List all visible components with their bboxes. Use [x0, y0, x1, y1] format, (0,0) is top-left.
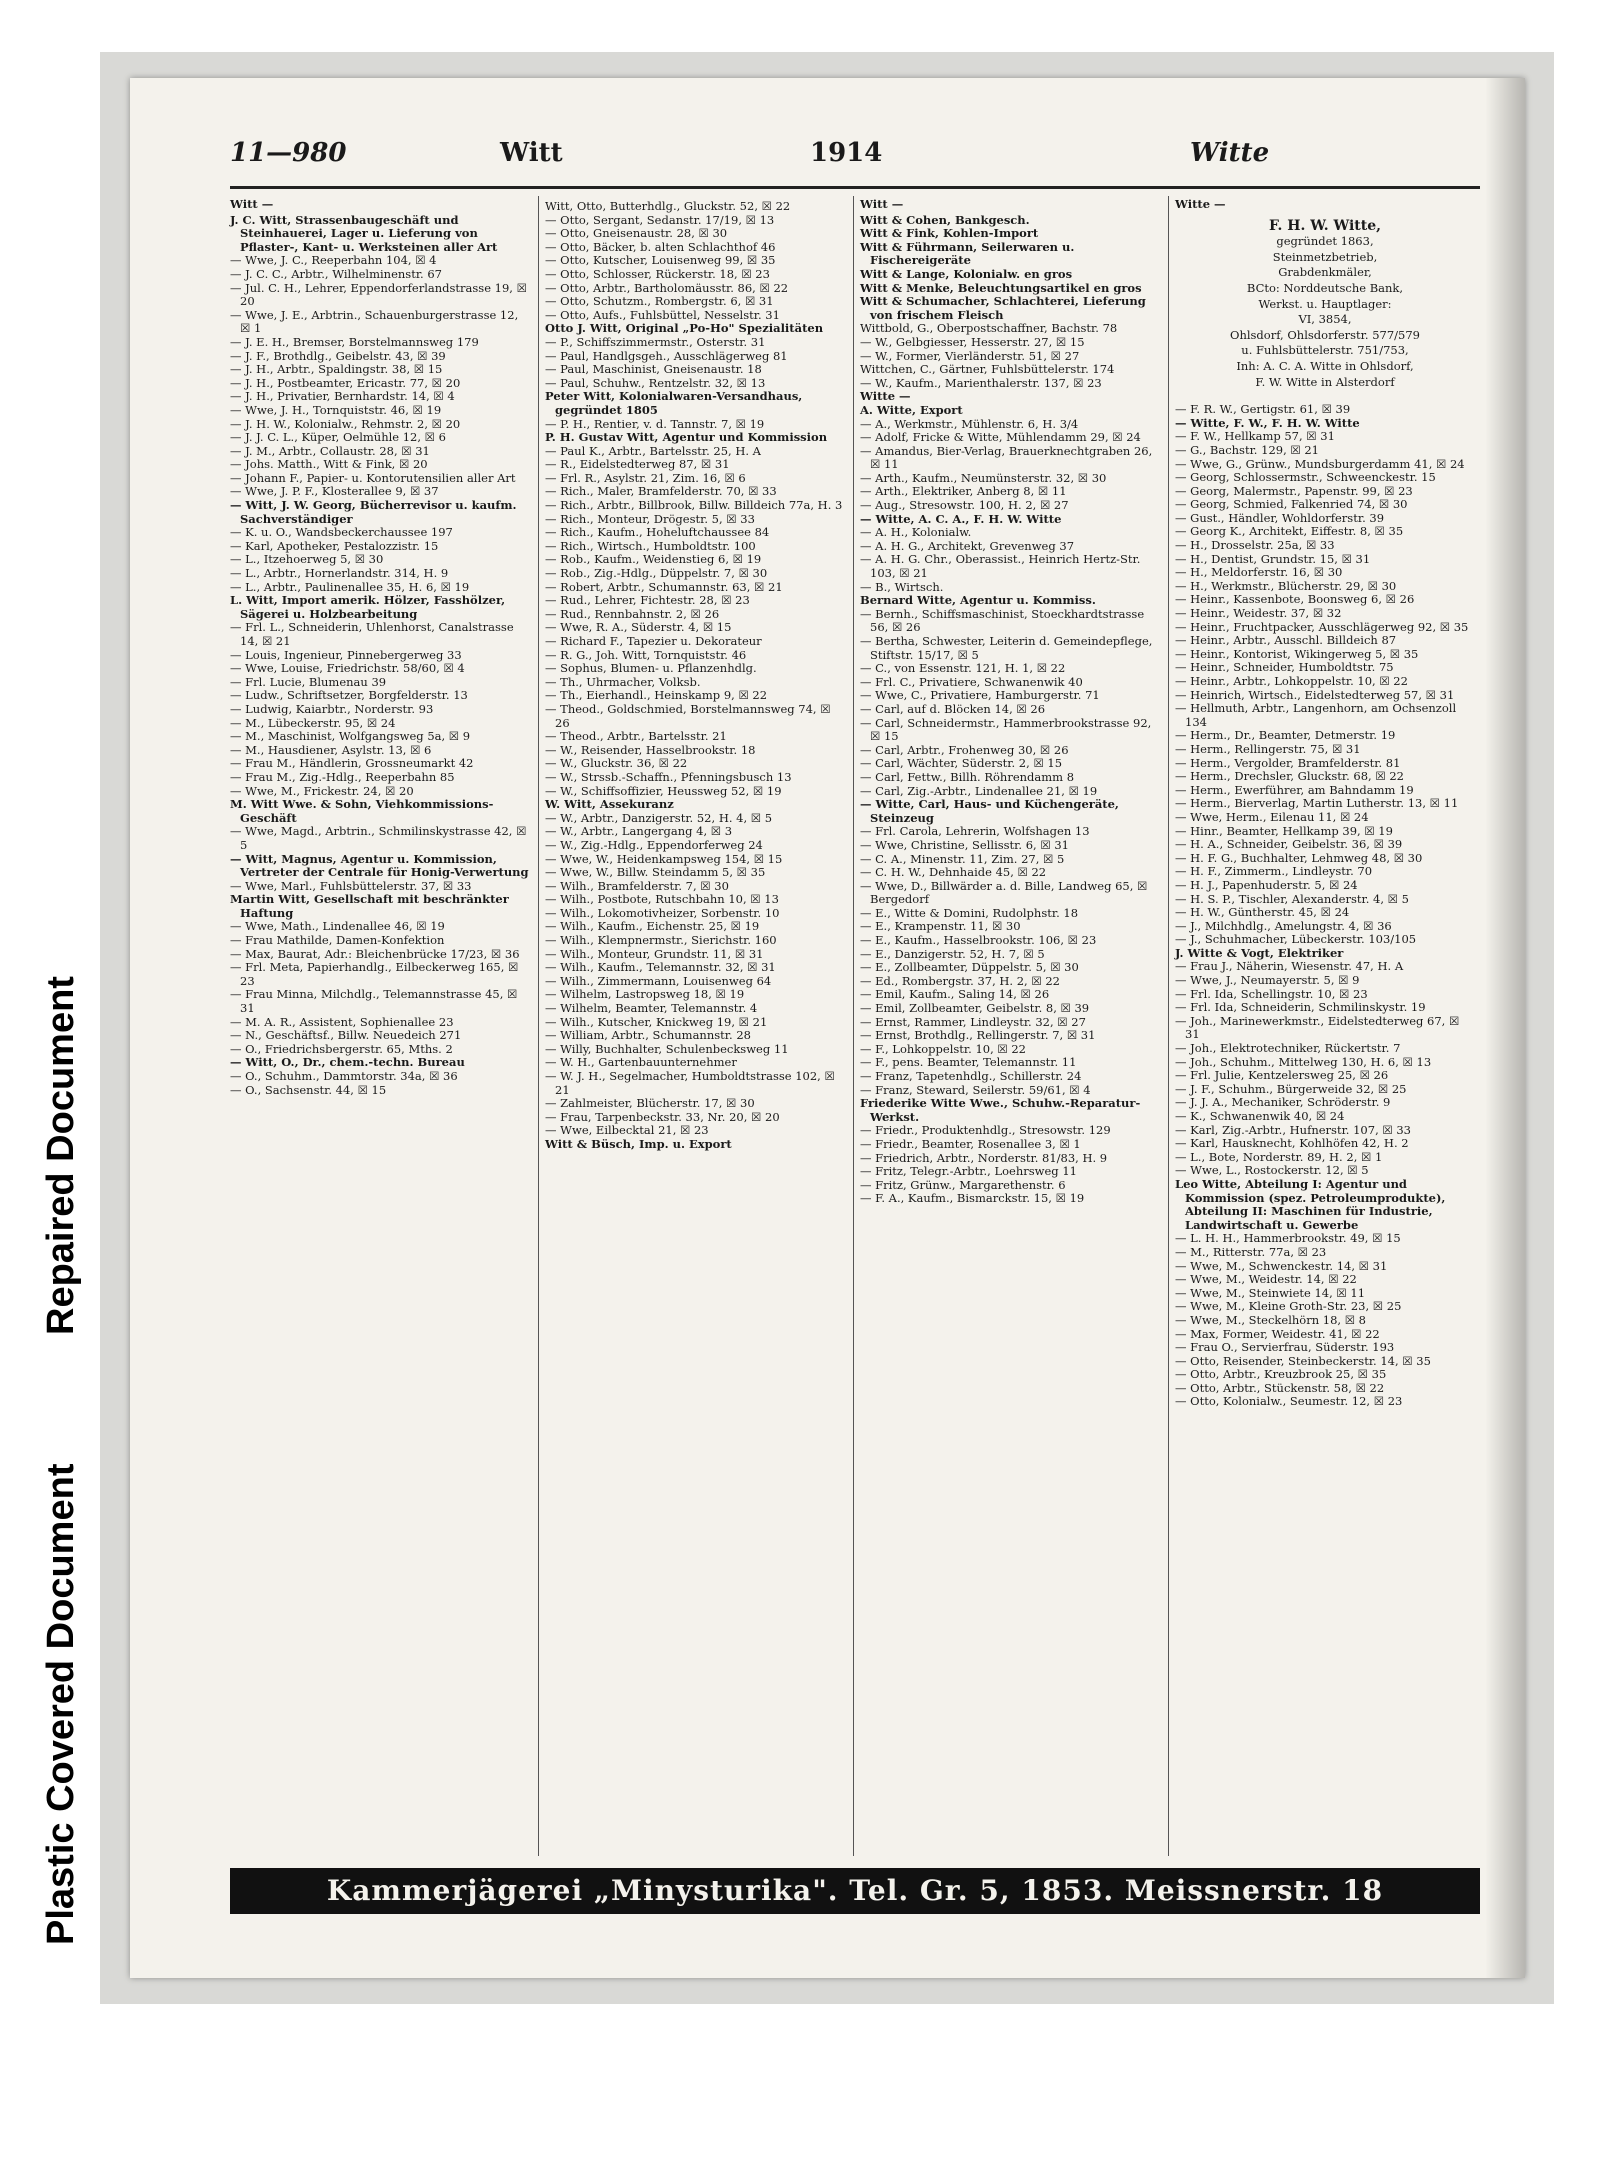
directory-entry: — J. C. C., Arbtr., Wilhelminenstr. 67	[230, 266, 442, 281]
directory-entry: — W., Gluckstr. 36, ☒ 22	[545, 756, 688, 771]
directory-entry: — E., Witte & Domini, Rudolphstr. 18	[860, 905, 1079, 920]
directory-entry: — Rud., Lehrer, Fichtestr. 28, ☒ 23	[545, 593, 750, 608]
directory-entry: — Frl. C., Privatiere, Schwanenwik 40	[860, 674, 1083, 689]
year-heading: 1914	[810, 138, 883, 168]
directory-entry: — E., Kaufm., Hasselbrookstr. 106, ☒ 23	[860, 933, 1097, 948]
directory-entry: — Wwe, C., Privatiere, Hamburgerstr. 71	[860, 688, 1100, 703]
directory-entry: Witt & Führmann, Seilerwaren u. Fischereigeräte	[860, 239, 1075, 268]
directory-entry: — Karl, Zig.-Arbtr., Hufnerstr. 107, ☒ 33	[1175, 1122, 1411, 1137]
directory-entry: — F., pens. Beamter, Telemannstr. 11	[860, 1055, 1077, 1070]
directory-entry: Peter Witt, Kolonialwaren-Versandhaus, gegründet 1805	[545, 389, 803, 417]
directory-entry: — Aug., Stresowstr. 100, H. 2, ☒ 27	[860, 498, 1069, 513]
directory-entry: — Arth., Kaufm., Neumünsterstr. 32, ☒ 30	[860, 470, 1107, 485]
directory-entry: — C., von Essenstr. 121, H. 1, ☒ 22	[860, 661, 1066, 676]
directory-entry: Wittchen, C., Gärtner, Fuhlsbüttelerstr. 174	[860, 362, 1115, 377]
directory-entry: — H. A., Schneider, Geibelstr. 36, ☒ 39	[1175, 837, 1403, 852]
directory-entry: — O., Sachsenstr. 44, ☒ 15	[230, 1082, 387, 1097]
directory-entry: — C. H. W., Dehnhaide 45, ☒ 22	[860, 865, 1047, 880]
directory-entry: J. C. Witt, Strassenbaugeschäft und Steinhauerei, Lager u. Lieferung von Pflaster-, Kant- u. Werksteinen aller Art	[230, 212, 498, 254]
directory-entry: — H., Werkmstr., Blücherstr. 29, ☒ 30	[1175, 578, 1397, 593]
directory-entry: — Arth., Elektriker, Anberg 8, ☒ 11	[860, 484, 1067, 499]
directory-entry: L. Witt, Import amerik. Hölzer, Fasshölzer, Sägerei u. Holzbearbeitung	[230, 593, 506, 621]
directory-entry: — Witte, Carl, Haus- und Küchengeräte, Steinzeug	[860, 797, 1119, 825]
column-divider	[1168, 196, 1169, 1856]
directory-entry: — Fritz, Telegr.-Arbtr., Loehrsweg 11	[860, 1164, 1077, 1179]
directory-entry: — J., Milchhdlg., Amelungstr. 4, ☒ 36	[1175, 918, 1392, 933]
directory-entry: — Otto, Arbtr., Bartholomäusstr. 86, ☒ 22	[545, 280, 789, 295]
directory-entry: — Carl, Zig.-Arbtr., Lindenallee 21, ☒ 19	[860, 783, 1098, 798]
directory-entry: — Rich., Arbtr., Billbrook, Billw. Billdeich 77a, H. 3	[545, 498, 843, 513]
directory-entry: — Carl, Fettw., Billh. Röhrendamm 8	[860, 769, 1075, 784]
directory-entry: — Heinr., Kontorist, Wikingerweg 5, ☒ 35	[1175, 646, 1419, 661]
entry-list	[860, 214, 1160, 1206]
directory-entry: — Ludw., Schriftsetzer, Borgfelderstr. 13	[230, 688, 468, 703]
column-running-head: Witt —	[230, 197, 274, 211]
directory-entry: — M. A. R., Assistent, Sophienallee 23	[230, 1014, 454, 1029]
directory-entry: — Joh., Schuhm., Mittelweg 130, H. 6, ☒ 13	[1175, 1054, 1432, 1069]
directory-entry: — Wwe, M., Schwenckestr. 14, ☒ 31	[1175, 1258, 1388, 1273]
directory-entry: — Zahlmeister, Blücherstr. 17, ☒ 30	[545, 1096, 755, 1111]
column-running-head: Witte —	[1175, 197, 1226, 211]
directory-entry: — O., Friedrichsbergerstr. 65, Mths. 2	[230, 1041, 453, 1056]
directory-entry: — Karl, Apotheker, Pestalozzistr. 15	[230, 538, 439, 553]
directory-entry: — Frau M., Zig.-Hdlg., Reeperbahn 85	[230, 769, 455, 784]
directory-entry: — Witte, A. C. A., F. H. W. Witte	[860, 511, 1062, 526]
directory-entry: Wittbold, G., Oberpostschaffner, Bachstr. 78	[860, 321, 1118, 336]
directory-entry: — E., Zollbeamter, Düppelstr. 5, ☒ 30	[860, 960, 1079, 975]
directory-entry: — Gust., Händler, Wohldorferstr. 39	[1175, 510, 1385, 525]
directory-entry: — Rich., Wirtsch., Humboldtstr. 100	[545, 538, 756, 553]
witte-company-name: F. H. W. Witte,	[1268, 217, 1382, 234]
directory-entry: — Otto, Sergant, Sedanstr. 17/19, ☒ 13	[545, 212, 775, 227]
directory-entry: — Wwe, J. E., Arbtrin., Schauenburgerstrasse 12, ☒ 1	[230, 307, 519, 336]
directory-page	[130, 78, 1525, 1978]
directory-entry: Witt & Cohen, Bankgesch.	[860, 212, 1030, 227]
column-divider	[853, 196, 854, 1856]
directory-entry: — Heinr., Fruchtpacker, Ausschlägerweg 92, ☒ 35	[1175, 619, 1469, 634]
directory-entry: P. H. Gustav Witt, Agentur und Kommission	[545, 430, 828, 445]
page-number: 11—980	[230, 138, 347, 168]
directory-entry: — L., Bote, Norderstr. 89, H. 2, ☒ 1	[1175, 1149, 1383, 1164]
directory-entry: — Wilhelm, Beamter, Telemannstr. 4	[545, 1001, 758, 1016]
directory-entry: Witt & Büsch, Imp. u. Export	[545, 1136, 732, 1151]
directory-entry: — Rud., Rennbahnstr. 2, ☒ 26	[545, 606, 720, 621]
directory-entry: — Frl. Ida, Schneiderin, Schmilinskystr. 19	[1175, 1000, 1426, 1015]
directory-entry: — Wwe, Magd., Arbtrin., Schmilinskystrasse 42, ☒ 5	[230, 824, 527, 852]
directory-entry: — Wwe, W., Billw. Steindamm 5, ☒ 35	[545, 865, 766, 880]
directory-entry: — Jul. C. H., Lehrer, Eppendorferlandstrasse 19, ☒ 20	[230, 280, 527, 309]
company-detail: Inh: A. C. A. Witte in Ohlsdorf,	[1236, 358, 1414, 373]
directory-entry: — W. H., Gartenbauunternehmer	[545, 1055, 737, 1070]
running-head-right: Witte	[1190, 138, 1270, 168]
directory-entry: — Frau, Tarpenbeckstr. 33, Nr. 20, ☒ 20	[545, 1109, 780, 1124]
directory-entry: — Joh., Marinewerkmstr., Eidelstedterweg 67, ☒ 31	[1175, 1013, 1460, 1042]
directory-entry: — Frl. R., Asylstr. 21, Zim. 16, ☒ 6	[545, 470, 746, 485]
directory-entry: — Karl, Hausknecht, Kohlhöfen 42, H. 2	[1175, 1136, 1409, 1151]
directory-entry: — P., Schiffszimmermstr., Osterstr. 31	[545, 334, 766, 349]
directory-entry: — Otto, Schutzm., Rombergstr. 6, ☒ 31	[545, 294, 774, 309]
directory-entry: — J. H., Postbeamter, Ericastr. 77, ☒ 20	[230, 375, 461, 390]
directory-entry: — Joh., Elektrotechniker, Rückertstr. 7	[1175, 1041, 1401, 1056]
running-head-left: Witt	[500, 138, 563, 168]
directory-entry: Bernard Witte, Agentur u. Kommiss.	[860, 593, 1096, 608]
directory-entry: — Wwe, L., Rostockerstr. 12, ☒ 5	[1175, 1163, 1369, 1178]
directory-entry: — J. E. H., Bremser, Borstelmannsweg 179	[230, 334, 479, 349]
column-3	[860, 198, 1160, 1206]
directory-entry: — H. F., Zimmerm., Lindleystr. 70	[1175, 864, 1373, 879]
directory-entry: — W., Former, Vierländerstr. 51, ☒ 27	[860, 348, 1080, 363]
directory-entry: — Wilh., Kaufm., Telemannstr. 32, ☒ 31	[545, 960, 776, 975]
directory-entry: — Johs. Matth., Witt & Fink, ☒ 20	[230, 457, 428, 472]
directory-entry: Witt & Schumacher, Schlachterei, Lieferung von frischem Fleisch	[860, 294, 1146, 322]
directory-entry: — Wwe, M., Weidestr. 14, ☒ 22	[1175, 1272, 1357, 1287]
directory-entry: — F. W., Hellkamp 57, ☒ 31	[1175, 429, 1335, 444]
directory-entry: — Ernst, Rammer, Lindleystr. 32, ☒ 27	[860, 1014, 1086, 1029]
directory-entry: — R., Eidelstedterweg 87, ☒ 31	[545, 457, 730, 472]
directory-entry: — L. H. H., Hammerbrookstr. 49, ☒ 15	[1175, 1231, 1401, 1246]
directory-entry: — Frl. Ida, Schellingstr. 10, ☒ 23	[1175, 986, 1368, 1001]
directory-entry: — F. A., Kaufm., Bismarckstr. 15, ☒ 19	[860, 1191, 1085, 1206]
directory-entry: — Frl. Carola, Lehrerin, Wolfshagen 13	[860, 824, 1090, 839]
directory-entry: — Wwe, J., Neumayerstr. 5, ☒ 9	[1175, 973, 1360, 988]
page-edge-shadow	[1485, 78, 1525, 1978]
directory-entry: — Th., Eierhandl., Heinskamp 9, ☒ 22	[545, 688, 768, 703]
advertisement-banner: Kammerjägerei „Minysturika". Tel. Gr. 5, 1853. Meissnerstr. 18	[230, 1868, 1480, 1914]
left-margin	[0, 0, 82, 2177]
directory-entry: — Theod., Arbtr., Bartelsstr. 21	[545, 729, 727, 744]
directory-entry: — Wilh., Bramfelderstr. 7, ☒ 30	[545, 878, 729, 893]
directory-entry: — L., Itzehoerweg 5, ☒ 30	[230, 552, 384, 567]
directory-entry: — Bernh., Schiffsmaschinist, Stoeckhardtstrasse 56, ☒ 26	[860, 606, 1145, 635]
directory-entry: — Frau O., Servierfrau, Süderstr. 193	[1175, 1340, 1395, 1355]
directory-entry: — Frl. Lucie, Blumenau 39	[230, 674, 387, 689]
directory-entry: — J. H., Privatier, Bernhardstr. 14, ☒ 4	[230, 389, 455, 404]
directory-entry: — Wwe, Louise, Friedrichstr. 58/60, ☒ 4	[230, 661, 465, 676]
directory-entry: — Wwe, M., Frickestr. 24, ☒ 20	[230, 783, 414, 798]
directory-entry: — Herm., Dr., Beamter, Detmerstr. 19	[1175, 728, 1396, 743]
directory-entry: — Georg, Schlossermstr., Schweenckestr. 15	[1175, 470, 1436, 485]
directory-entry: — Paul K., Arbtr., Bartelsstr. 25, H. A	[545, 443, 761, 458]
directory-entry: — Ed., Rombergstr. 37, H. 2, ☒ 22	[860, 973, 1060, 988]
directory-entry: — J. F., Brothdlg., Geibelstr. 43, ☒ 39	[230, 348, 446, 363]
directory-entry: — Frl. L., Schneiderin, Uhlenhorst, Canalstrasse 14, ☒ 21	[230, 620, 514, 648]
directory-entry: — Wilh., Monteur, Grundstr. 11, ☒ 31	[545, 946, 764, 961]
directory-entry: — E., Krampenstr. 11, ☒ 30	[860, 919, 1021, 934]
directory-entry: — C. A., Minenstr. 11, Zim. 27, ☒ 5	[860, 851, 1065, 866]
directory-entry: — Wwe, J. H., Tornquiststr. 46, ☒ 19	[230, 402, 442, 417]
directory-entry: — Th., Uhrmacher, Volksb.	[545, 674, 701, 689]
directory-entry: — Emil, Kaufm., Saling 14, ☒ 26	[860, 987, 1050, 1002]
directory-entry: M. Witt Wwe. & Sohn, Viehkommissions-Geschäft	[230, 797, 494, 825]
directory-entry: — Rob., Kaufm., Weidenstieg 6, ☒ 19	[545, 552, 762, 567]
directory-entry: — K. u. O., Wandsbeckerchaussee 197	[230, 525, 453, 540]
directory-entry: — Wwe, J. P. F., Klosterallee 9, ☒ 37	[230, 484, 439, 499]
directory-entry: — W., Strssb.-Schaffn., Pfenningsbusch 13	[545, 769, 792, 784]
directory-entry: — Wilh., Zimmermann, Louisenweg 64	[545, 973, 772, 988]
directory-entry: — Herm., Vergolder, Bramfelderstr. 81	[1175, 755, 1401, 770]
directory-entry: W. Witt, Assekuranz	[545, 797, 674, 812]
directory-entry: — Frau Minna, Milchdlg., Telemannstrasse 45, ☒ 31	[230, 987, 518, 1016]
company-detail: gegründet 1863,	[1276, 234, 1374, 249]
directory-entry: — Robert, Arbtr., Schumannstr. 63, ☒ 21	[545, 579, 783, 594]
directory-entry: — Wwe, M., Kleine Groth-Str. 23, ☒ 25	[1175, 1299, 1402, 1314]
directory-entry: — Rob., Zig.-Hdlg., Düppelstr. 7, ☒ 30	[545, 566, 768, 581]
directory-entry: Witt & Fink, Kohlen-Import	[860, 226, 1039, 241]
directory-entry: Witt & Lange, Kolonialw. en gros	[860, 266, 1073, 281]
directory-entry: — Otto, Reisender, Steinbeckerstr. 14, ☒ 35	[1175, 1353, 1431, 1368]
directory-entry: — Wwe, J. C., Reeperbahn 104, ☒ 4	[230, 253, 437, 268]
directory-entry: — Bertha, Schwester, Leiterin d. Gemeindepflege, Stiftstr. 15/17, ☒ 5	[860, 634, 1153, 662]
directory-entry: — Otto, Kutscher, Louisenweg 99, ☒ 35	[545, 253, 776, 268]
directory-entry: — Wilh., Kutscher, Knickweg 19, ☒ 21	[545, 1014, 768, 1029]
directory-entry: — A., Werkmstr., Mühlenstr. 6, H. 3/4	[860, 416, 1079, 431]
directory-entry: — Heinr., Arbtr., Ausschl. Billdeich 87	[1175, 633, 1397, 648]
directory-entry: — Ernst, Brothdlg., Rellingerstr. 7, ☒ 31	[860, 1028, 1096, 1043]
directory-entry: Leo Witte, Abteilung I: Agentur und Kommission (spez. Petroleumprodukte), Abteilung II: Maschinen für Industrie, Landwirtschaft u. Gewerbe	[1175, 1176, 1446, 1232]
directory-entry: — Willy, Buchhalter, Schulenbecksweg 11	[545, 1041, 789, 1056]
directory-entry: — Rich., Maler, Bramfelderstr. 70, ☒ 33	[545, 484, 777, 499]
directory-entry: — B., Wirtsch.	[860, 579, 944, 594]
company-detail: Ohlsdorf, Ohlsdorferstr. 577/579	[1230, 327, 1420, 342]
directory-entry: — Ludwig, Kaiarbtr., Norderstr. 93	[230, 701, 434, 716]
page-header	[230, 138, 1480, 178]
directory-entry: — Frl. Meta, Papierhandlg., Eilbeckerweg 165, ☒ 23	[230, 960, 519, 988]
directory-entry: — H. W., Güntherstr. 45, ☒ 24	[1175, 905, 1350, 920]
entry-list	[230, 214, 530, 1098]
directory-entry: — Georg K., Architekt, Eiffestr. 8, ☒ 35	[1175, 524, 1404, 539]
directory-entry: — Wilh., Klempnermstr., Sierichstr. 160	[545, 933, 777, 948]
directory-entry: — Heinr., Arbtr., Lohkoppelstr. 10, ☒ 22	[1175, 674, 1408, 688]
directory-entry: — Sophus, Blumen- u. Pflanzenhdlg.	[545, 661, 757, 676]
directory-entry: — Wwe, M., Steinwiete 14, ☒ 11	[1175, 1285, 1366, 1300]
directory-entry: — Heinrich, Wirtsch., Eidelstedterweg 57, ☒ 31	[1175, 687, 1455, 702]
directory-entry: — J. J. A., Mechaniker, Schröderstr. 9	[1175, 1095, 1391, 1110]
directory-entry: — Amandus, Bier-Verlag, Brauerknechtgraben 26, ☒ 11	[860, 443, 1153, 472]
directory-entry: — H. J., Papenhuderstr. 5, ☒ 24	[1175, 877, 1358, 892]
column-divider	[538, 196, 539, 1856]
directory-entry: — Otto, Schlosser, Rückerstr. 18, ☒ 23	[545, 266, 770, 281]
directory-entry: — A. H. G. Chr., Oberassist., Heinrich Hertz-Str. 103, ☒ 21	[860, 552, 1141, 581]
directory-entry: — Wwe, Marl., Fuhlsbüttelerstr. 37, ☒ 33	[230, 878, 472, 893]
directory-entry: — Wwe, Math., Lindenallee 46, ☒ 19	[230, 919, 445, 934]
directory-entry: — J. H. W., Kolonialw., Rehmstr. 2, ☒ 20	[230, 416, 461, 431]
directory-entry: — A. H., Kolonialw.	[860, 525, 972, 540]
directory-entry: — H., Drosselstr. 25a, ☒ 33	[1175, 538, 1335, 553]
header-rule	[230, 186, 1480, 189]
directory-entry: — F. R. W., Gertigstr. 61, ☒ 39	[1175, 402, 1351, 417]
directory-entry: — M., Hausdiener, Asylstr. 13, ☒ 6	[230, 742, 432, 757]
column-running-head: Witt —	[860, 197, 904, 211]
repaired-document-label: Repaired Document	[40, 976, 82, 1335]
directory-entry: — Otto, Aufs., Fuhlsbüttel, Nesselstr. 31	[545, 307, 780, 322]
directory-entry: — J., Schuhmacher, Lübeckerstr. 103/105	[1175, 932, 1417, 947]
directory-entry: — P. H., Rentier, v. d. Tannstr. 7, ☒ 19	[545, 416, 765, 431]
directory-entry: — Georg, Malermstr., Papenstr. 99, ☒ 23	[1175, 483, 1413, 498]
directory-entry: — M., Maschinist, Wolfgangsweg 5a, ☒ 9	[230, 729, 471, 744]
company-detail: BCto: Norddeutsche Bank,	[1246, 280, 1404, 295]
directory-entry: — Witte, F. W., F. H. W. Witte	[1175, 415, 1360, 430]
directory-entry: — Paul, Maschinist, Gneisenaustr. 18	[545, 362, 762, 377]
directory-entry: — Paul, Schuhw., Rentzelstr. 32, ☒ 13	[545, 375, 766, 390]
directory-entry: — Wwe, M., Steckelhörn 18, ☒ 8	[1175, 1312, 1366, 1327]
directory-entry: — M., Ritterstr. 77a, ☒ 23	[1175, 1244, 1327, 1259]
directory-entry: — O., Schuhm., Dammtorstr. 34a, ☒ 36	[230, 1069, 458, 1083]
column-1	[230, 198, 530, 1097]
directory-entry: — J. H., Arbtr., Spaldingstr. 38, ☒ 15	[230, 362, 443, 377]
directory-entry: — Witt, Magnus, Agentur u. Kommission, Vertreter der Centrale für Honig-Verwertung	[230, 851, 529, 880]
column-4	[1175, 198, 1475, 1409]
directory-entry: — L., Arbtr., Paulinenallee 35, H. 6, ☒ 19	[230, 579, 470, 594]
plastic-covered-label: Plastic Covered Document	[40, 1463, 82, 1945]
directory-entry: — Frau J., Näherin, Wiesenstr. 47, H. A	[1175, 959, 1404, 974]
directory-entry: — W., Gelbgiesser, Hesserstr. 27, ☒ 15	[860, 334, 1085, 349]
directory-entry: — G., Bachstr. 129, ☒ 21	[1175, 442, 1319, 457]
directory-entry: — Hinr., Beamter, Hellkamp 39, ☒ 19	[1175, 823, 1393, 838]
directory-entry: — Wwe, Herm., Eilenau 11, ☒ 24	[1175, 809, 1369, 824]
directory-entry: — J. F., Schuhm., Bürgerweide 32, ☒ 25	[1175, 1081, 1407, 1096]
directory-entry: — Hellmuth, Arbtr., Langenhorn, am Ochsenzoll 134	[1175, 701, 1457, 729]
directory-entry: — W., Reisender, Hasselbrookstr. 18	[545, 742, 756, 757]
company-detail: VI, 3854,	[1298, 312, 1352, 327]
directory-entry: — Heinr., Weidestr. 37, ☒ 32	[1175, 606, 1342, 621]
directory-entry: — Herm., Drechsler, Gluckstr. 68, ☒ 22	[1175, 769, 1404, 784]
directory-entry: — Adolf, Fricke & Witte, Mühlendamm 29, ☒ 24	[860, 430, 1141, 445]
directory-entry: — Otto, Bäcker, b. alten Schlachthof 46	[545, 239, 776, 254]
directory-entry: — Wwe, G., Grünw., Mundsburgerdamm 41, ☒ 24	[1175, 456, 1465, 471]
directory-entry: Witt, Otto, Butterhdlg., Gluckstr. 52, ☒ 22	[545, 199, 791, 213]
entry-list	[545, 200, 845, 1152]
witte-company-block	[1175, 217, 1475, 390]
directory-entry: — Frau Mathilde, Damen-Konfektion	[230, 933, 445, 948]
directory-entry: — Friedr., Produktenhdlg., Stresowstr. 129	[860, 1123, 1111, 1138]
directory-entry: — Rich., Monteur, Drögestr. 5, ☒ 33	[545, 511, 755, 526]
directory-entry: — R. G., Joh. Witt, Tornquiststr. 46	[545, 647, 747, 662]
directory-entry: Friederike Witte Wwe., Schuhw.-Reparatur-Werkst.	[860, 1096, 1141, 1124]
directory-entry: — Max, Former, Weidestr. 41, ☒ 22	[1175, 1326, 1380, 1341]
directory-entry: — E., Danzigerstr. 52, H. 7, ☒ 5	[860, 946, 1045, 961]
directory-entry: — Franz, Tapetenhdlg., Schillerstr. 24	[860, 1069, 1082, 1083]
directory-entry: — K., Schwanenwik 40, ☒ 24	[1175, 1109, 1345, 1123]
directory-entry: — Wwe, Eilbecktal 21, ☒ 23	[545, 1123, 709, 1138]
directory-entry: J. Witte & Vogt, Elektriker	[1175, 945, 1344, 960]
directory-entry: — Otto, Arbtr., Kreuzbrook 25, ☒ 35	[1175, 1367, 1387, 1382]
directory-entry: — Herm., Ewerführer, am Bahndamm 19	[1175, 782, 1414, 797]
company-detail: u. Fuhlsbüttelerstr. 751/753,	[1241, 343, 1409, 358]
directory-entry: — L., Arbtr., Hornerlandstr. 314, H. 9	[230, 566, 449, 581]
directory-entry: — Wilh., Lokomotivheizer, Sorbenstr. 10	[545, 905, 780, 920]
directory-entry: — W., Arbtr., Danzigerstr. 52, H. 4, ☒ 5	[545, 810, 773, 825]
directory-entry: — Carl, Wächter, Süderstr. 2, ☒ 15	[860, 756, 1063, 771]
directory-entry: — Witt, O., Dr., chem.-techn. Bureau	[230, 1055, 465, 1070]
directory-entry: Martin Witt, Gesellschaft mit beschränkter Haftung	[230, 892, 509, 920]
directory-entry: — Herm., Rellingerstr. 75, ☒ 31	[1175, 741, 1361, 756]
column-2	[545, 198, 845, 1152]
directory-entry: — Theod., Goldschmied, Borstelmannsweg 74, ☒ 26	[545, 701, 831, 730]
directory-entry: — Witt, J. W. Georg, Bücherrevisor u. kaufm. Sachverständiger	[230, 498, 517, 526]
directory-entry: — Louis, Ingenieur, Pinnebergerweg 33	[230, 647, 462, 662]
directory-entry: — Otto, Kolonialw., Seumestr. 12, ☒ 23	[1175, 1394, 1403, 1409]
directory-entry: — W., Zig.-Hdlg., Eppendorferweg 24	[545, 837, 763, 852]
directory-entry: Witte —	[860, 389, 911, 404]
directory-entry: Otto J. Witt, Original „Po-Ho" Spezialitäten	[545, 321, 824, 336]
company-detail: Werkst. u. Hauptlager:	[1258, 296, 1392, 311]
directory-entry: — Richard F., Tapezier u. Dekorateur	[545, 634, 762, 648]
directory-entry: — W., Kaufm., Marienthalerstr. 137, ☒ 23	[860, 375, 1102, 390]
directory-entry: — W., Schiffsoffizier, Heussweg 52, ☒ 19	[545, 783, 782, 798]
directory-entry: — W. J. H., Segelmacher, Humboldtstrasse 102, ☒ 21	[545, 1069, 835, 1097]
directory-entry: — Franz, Steward, Seilerstr. 59/61, ☒ 4	[860, 1082, 1091, 1097]
directory-entry: — J. M., Arbtr., Collaustr. 28, ☒ 31	[230, 443, 430, 458]
directory-entry: — Friedr., Beamter, Rosenallee 3, ☒ 1	[860, 1136, 1081, 1151]
directory-entry: — Johann F., Papier- u. Kontorutensilien aller Art	[230, 470, 516, 485]
directory-entry: — A. H. G., Architekt, Grevenweg 37	[860, 538, 1075, 553]
directory-entry: — H. S. P., Tischler, Alexanderstr. 4, ☒ 5	[1175, 891, 1409, 906]
directory-entry: — Georg, Schmied, Falkenried 74, ☒ 30	[1175, 497, 1408, 512]
directory-entry: — Rich., Kaufm., Hoheluftchaussee 84	[545, 525, 770, 540]
directory-entry: A. Witte, Export	[860, 402, 963, 417]
directory-entry: — Carl, auf d. Blöcken 14, ☒ 26	[860, 701, 1046, 716]
directory-entry: — W., Arbtr., Langergang 4, ☒ 3	[545, 824, 733, 839]
directory-entry: — Herm., Bierverlag, Martin Lutherstr. 13, ☒ 11	[1175, 796, 1459, 811]
directory-entry: — Paul, Handlgsgeh., Ausschlägerweg 81	[545, 348, 788, 363]
directory-entry: — M., Lübeckerstr. 95, ☒ 24	[230, 715, 396, 730]
directory-entry: — Frl. Julie, Kentzelersweg 25, ☒ 26	[1175, 1068, 1389, 1083]
directory-entry: — Heinr., Schneider, Humboldtstr. 75	[1175, 660, 1394, 675]
directory-entry: — Carl, Schneidermstr., Hammerbrookstrasse 92, ☒ 15	[860, 715, 1152, 744]
directory-entry: — Emil, Zollbeamter, Geibelstr. 8, ☒ 39	[860, 1001, 1090, 1016]
company-detail: Grabdenkmäler,	[1278, 265, 1372, 280]
entry-list	[1175, 403, 1475, 1409]
directory-entry: — Otto, Gneisenaustr. 28, ☒ 30	[545, 226, 728, 241]
directory-entry: — J. J. C. L., Küper, Oelmühle 12, ☒ 6	[230, 430, 446, 445]
directory-entry: — Frau M., Händlerin, Grossneumarkt 42	[230, 756, 474, 771]
directory-entry: — William, Arbtr., Schumannstr. 28	[545, 1028, 751, 1043]
company-detail: Steinmetzbetrieb,	[1272, 249, 1378, 264]
directory-entry: — Wilh., Kaufm., Eichenstr. 25, ☒ 19	[545, 919, 760, 934]
directory-entry: — Wwe, D., Billwärder a. d. Bille, Landweg 65, ☒ Bergedorf	[860, 878, 1148, 907]
directory-entry: — H., Meldorferstr. 16, ☒ 30	[1175, 565, 1343, 580]
directory-entry: — Otto, Arbtr., Stückenstr. 58, ☒ 22	[1175, 1380, 1385, 1395]
directory-entry: — Heinr., Kassenbote, Boonsweg 6, ☒ 26	[1175, 592, 1415, 607]
directory-entry: — F., Lohkoppelstr. 10, ☒ 22	[860, 1041, 1026, 1056]
directory-entry: — N., Geschäftsf., Billw. Neuedeich 271	[230, 1028, 462, 1043]
directory-entry: — H. F. G., Buchhalter, Lehmweg 48, ☒ 30	[1175, 850, 1423, 865]
directory-entry: — Fritz, Grünw., Margarethenstr. 6	[860, 1177, 1066, 1192]
directory-entry: — Carl, Arbtr., Frohenweg 30, ☒ 26	[860, 742, 1069, 757]
directory-entry: — Max, Baurat, Adr.: Bleichenbrücke 17/23, ☒ 36	[230, 946, 520, 961]
directory-entry: Witt & Menke, Beleuchtungsartikel en gros	[860, 280, 1142, 295]
company-detail: F. W. Witte in Alsterdorf	[1255, 374, 1395, 389]
directory-entry: — Friedrich, Arbtr., Norderstr. 81/83, H. 9	[860, 1150, 1108, 1165]
directory-entry: — Wilhelm, Lastropsweg 18, ☒ 19	[545, 987, 745, 1002]
directory-entry: — Wwe, R. A., Süderstr. 4, ☒ 15	[545, 620, 732, 635]
directory-entry: — H., Dentist, Grundstr. 15, ☒ 31	[1175, 551, 1371, 566]
directory-entry: — Wilh., Postbote, Rutschbahn 10, ☒ 13	[545, 892, 779, 907]
directory-entry: — Wwe, Christine, Sellisstr. 6, ☒ 31	[860, 837, 1069, 852]
directory-entry: — Wwe, W., Heidenkampsweg 154, ☒ 15	[545, 851, 783, 866]
